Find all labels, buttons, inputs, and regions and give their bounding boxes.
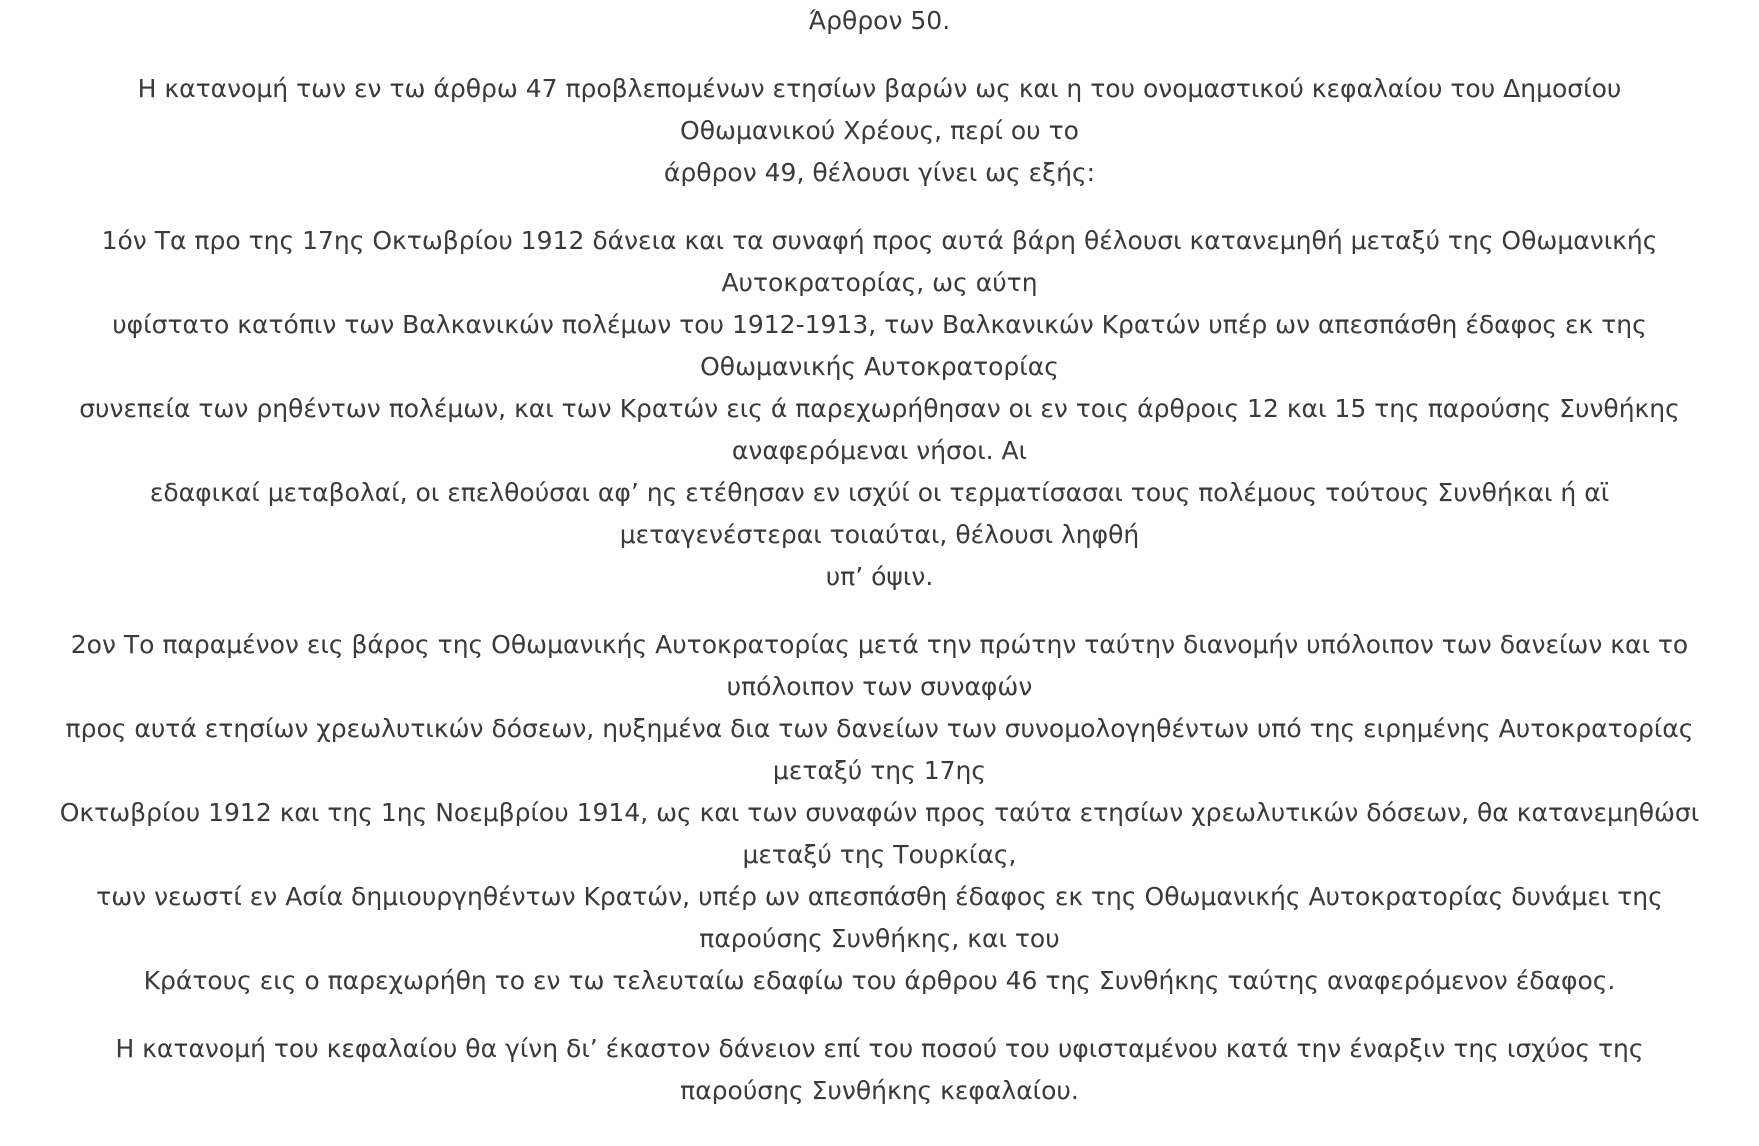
text-line: παρούσης Συνθήκης, και του	[699, 924, 1060, 953]
text-line: Η κατανομή των εν τω άρθρω 47 προβλεπομένων ετησίων βαρών ως και η του ονομαστικού κεφαλαίου του Δημοσίου	[137, 74, 1622, 103]
paragraph-first-clause	[0, 220, 1759, 598]
text-line: παρούσης Συνθήκης κεφαλαίου.	[680, 1076, 1079, 1105]
text-line: μεταγενέστεραι τοιαύται, θέλουσι ληφθή	[619, 520, 1140, 549]
text-line: Οθωμανικού Χρέους, περί ου το	[680, 116, 1079, 145]
text-line: μεταξύ της Τουρκίας,	[742, 840, 1017, 869]
article-heading: Άρθρον 50.	[808, 6, 951, 35]
text-line: 1όν Τα προ της 17ης Οκτωβρίου 1912 δάνεια και τα συναφή προς αυτά βάρη θέλουσι κατανεμηθή μεταξύ της Οθωμανικής	[101, 226, 1658, 255]
text-line: Οκτωβρίου 1912 και της 1ης Νοεμβρίου 1914, ως και των συναφών προς ταύτα ετησίων χρεωλυτικών δόσεων, θα κατανεμηθώσι	[59, 798, 1700, 827]
text-line: 2ον Το παραμένον εις βάρος της Οθωμανικής Αυτοκρατορίας μετά την πρώτην ταύτην διανομήν υπόλοιπον των δανείων και το	[70, 630, 1689, 659]
text-line: άρθρον 49, θέλουσι γίνει ως εξής:	[663, 158, 1096, 187]
text-line: υπόλοιπον των συναφών	[726, 672, 1033, 701]
paragraph-intro	[0, 68, 1759, 194]
text-line: Η κατανομή του κεφαλαίου θα γίνη δι’ έκαστον δάνειον επί του ποσού του υφισταμένου κατά την έναρξιν της ισχύος της	[115, 1034, 1644, 1063]
text-line: αναφερόμεναι νήσοι. Αι	[731, 436, 1028, 465]
text-line: Οθωμανικής Αυτοκρατορίας	[700, 352, 1059, 381]
text-line: υπ’ όψιν.	[825, 562, 934, 591]
text-line: Αυτοκρατορίας, ως αύτη	[721, 268, 1038, 297]
text-line: εδαφικαί μεταβολαί, οι επελθούσαι αφ’ ης ετέθησαν εν ισχύί οι τερματίσασαι τους πολέμους τούτους Συνθήκαι ή αϊ	[149, 478, 1610, 507]
text-line: συνεπεία των ρηθέντων πολέμων, και των Κρατών εις ά παρεχωρήθησαν οι εν τοις άρθροις 12 και 15 της παρούσης Συνθήκης	[79, 394, 1680, 423]
text-line: προς αυτά ετησίων χρεωλυτικών δόσεων, ηυξημένα δια των δανείων των συνομολογηθέντων υπό της ειρημένης Αυτοκρατορίας	[65, 714, 1694, 743]
text-line: υφίστατο κατόπιν των Βαλκανικών πολέμων του 1912-1913, των Βαλκανικών Κρατών υπέρ ων απεσπάσθη έδαφος εκ της	[112, 310, 1647, 339]
text-line: μεταξύ της 17ης	[772, 756, 987, 785]
text-line: Κράτους εις ο παρεχωρήθη το εν τω τελευταίω εδαφίω του άρθρου 46 της Συνθήκης ταύτης αναφερόμενον έδαφος.	[143, 966, 1616, 995]
paragraph-capital-allocation	[0, 1028, 1759, 1112]
text-line: των νεωστί εν Ασία δημιουργηθέντων Κρατών, υπέρ ων απεσπάσθη έδαφος εκ της Οθωμανικής Αυτοκρατορίας δυνάμει της	[96, 882, 1663, 911]
paragraph-second-clause	[0, 624, 1759, 1002]
